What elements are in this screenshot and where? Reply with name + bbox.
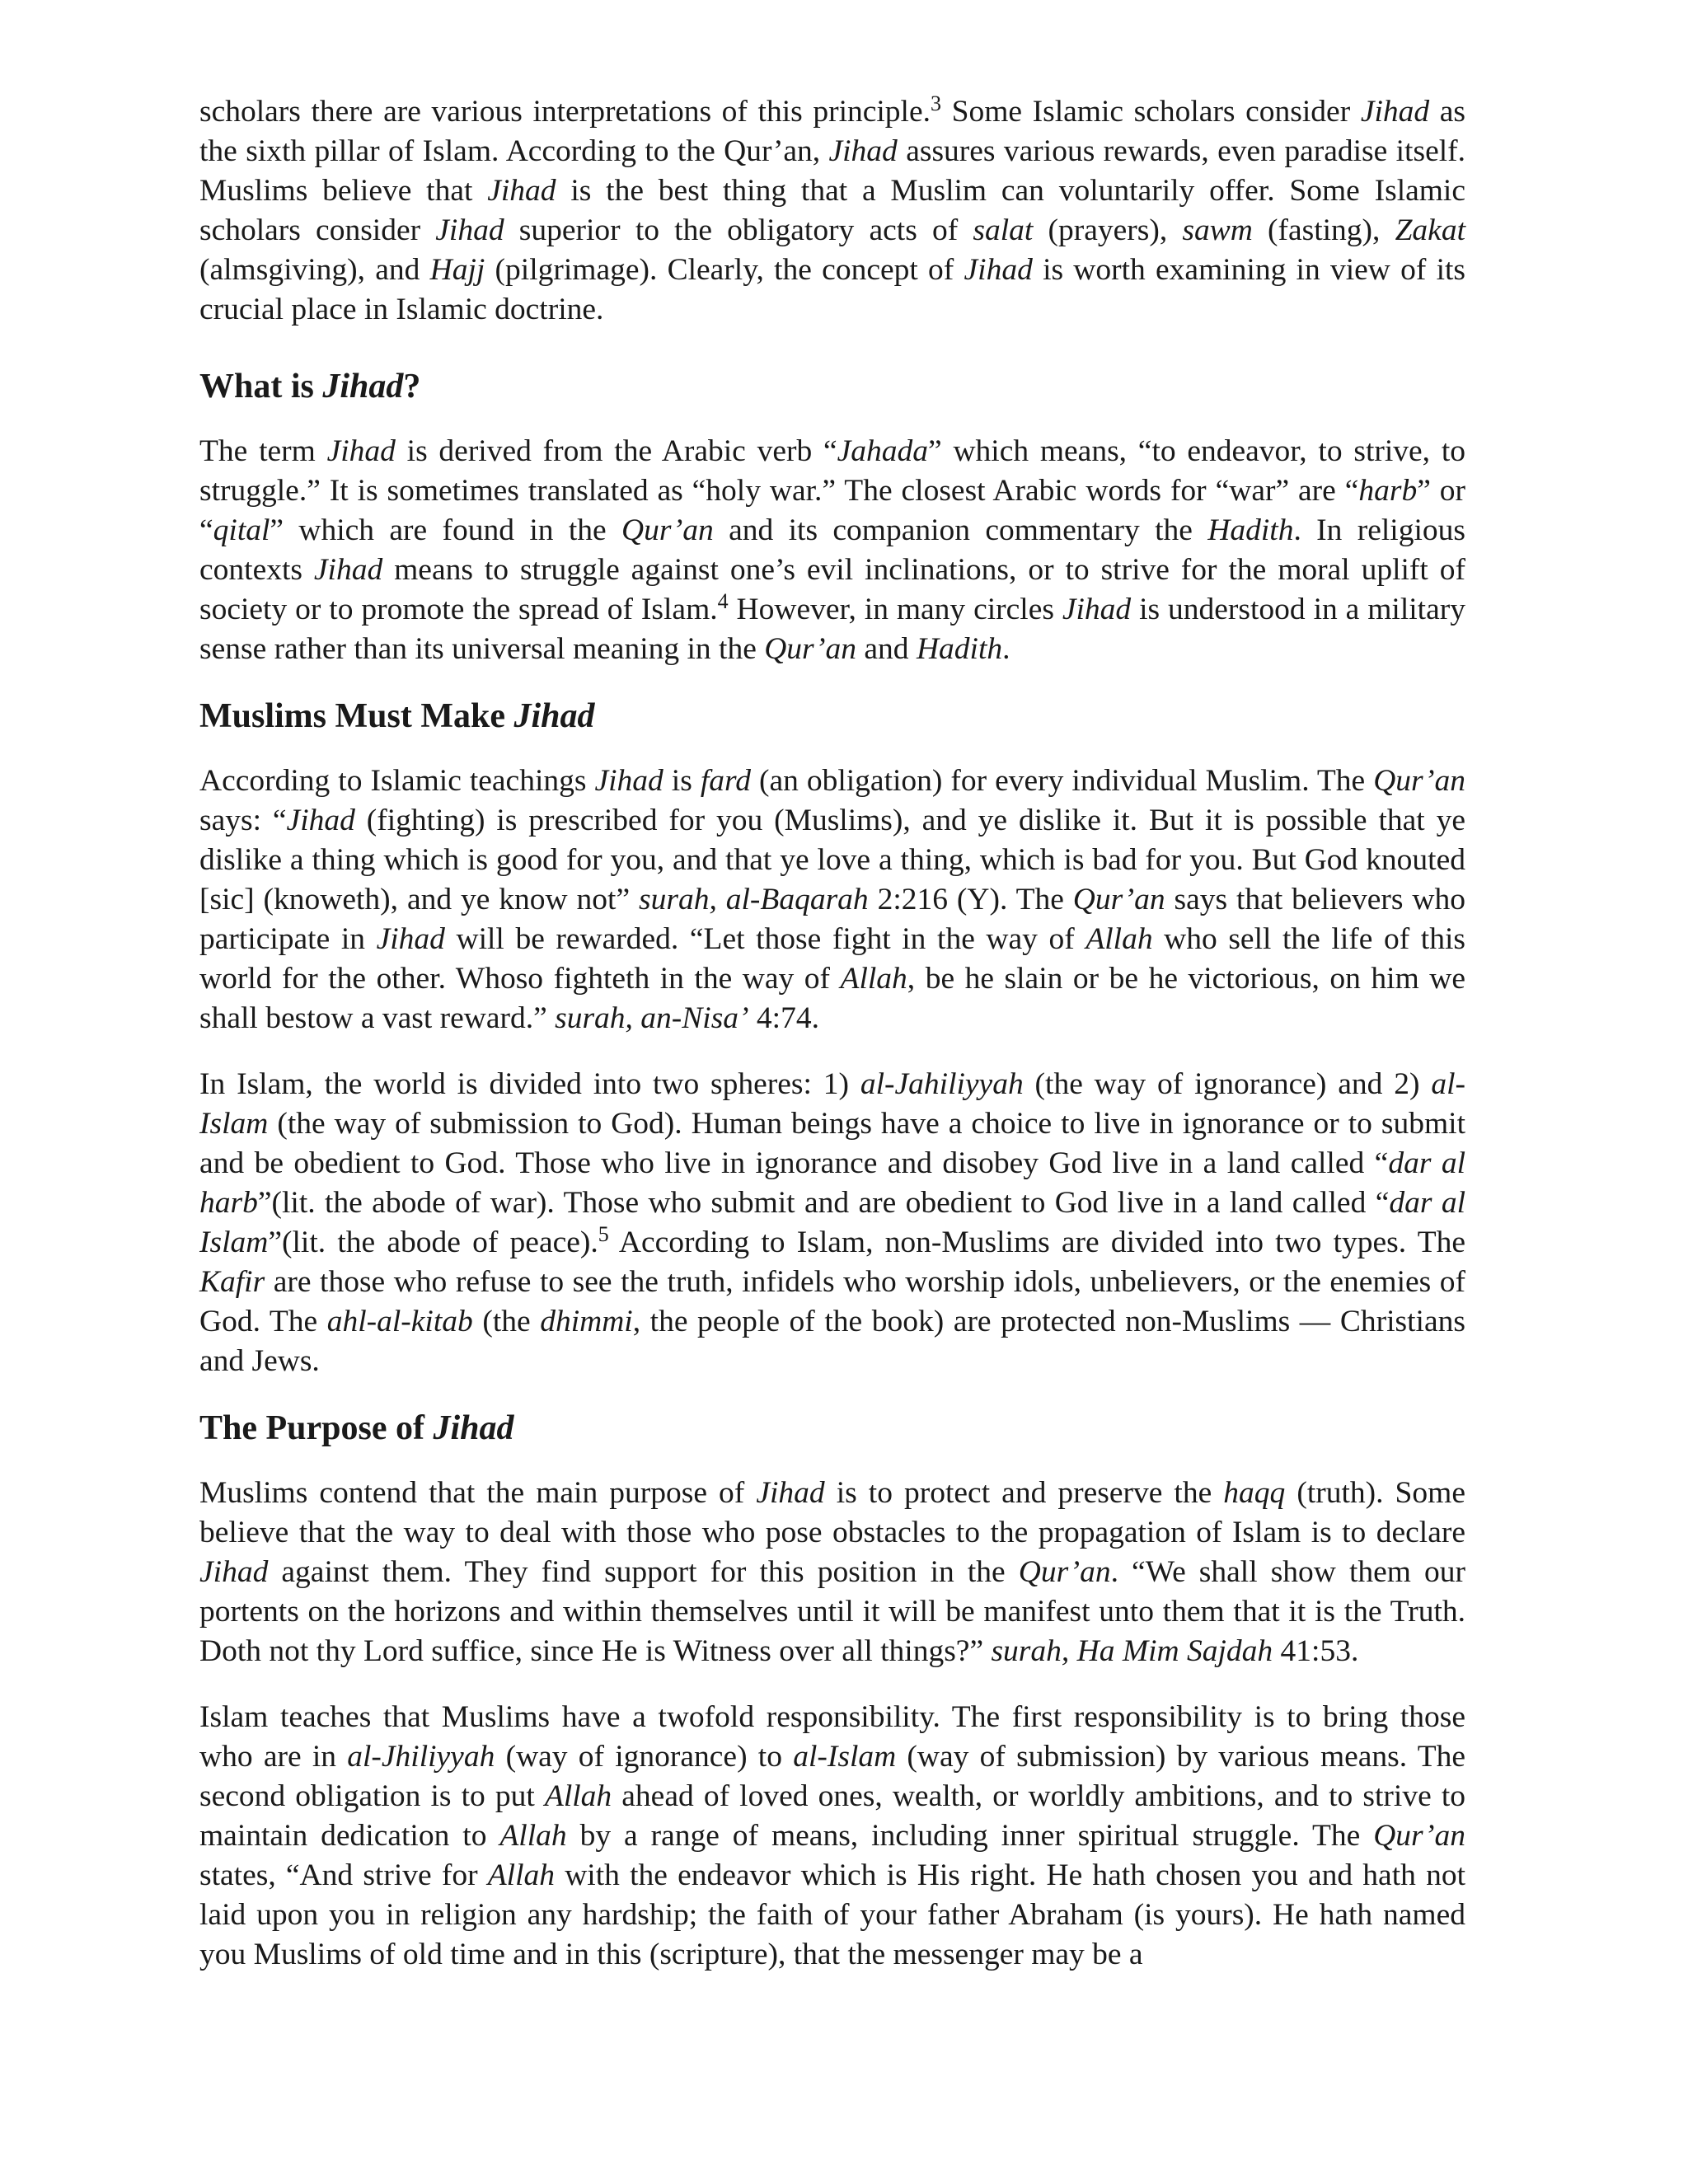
paragraph-obligation [199,762,1465,1038]
text-run: is understood in a military sense rather than its universal meaning in the [199,593,1465,666]
paragraph-twofold-responsibility [199,1698,1465,1975]
italic-text: Jihad [594,764,663,798]
text-run: According to Islamic teachings [199,764,595,798]
italic-text: dhimmi [540,1305,633,1338]
text-run: (prayers), [1033,213,1183,247]
text-run: is derived from the Arabic verb “ [395,434,837,468]
text-run: and [856,632,917,666]
text-run: assures various rewards, even paradise itself. Muslims believe that [199,134,1465,208]
text-run: What is [199,368,323,405]
text-run: with the endeavor which is His right. He hath chosen you and hath not laid upon you in religion any hardship; the faith of your father Abraham (is yours). He hath named you Muslims of old time and in this (scripture), that the messenger may be a [199,1858,1465,1971]
text-run: means to struggle against one’s evil inclinations, or to strive for the moral uplift of society or to promote the spread of Islam. [199,553,1465,626]
italic-text: al-Jahiliyyah [860,1067,1024,1101]
italic-text: Jihad [313,553,383,587]
text-run: 41:53. [1273,1634,1359,1668]
italic-text: Jihad [513,697,595,735]
text-run: ? [403,368,421,405]
text-run: as the sixth pillar of Islam. According to the Qur’an, [199,95,1465,168]
text-run: (almsgiving), and [199,253,430,287]
footnote-ref: 4 [717,589,729,613]
italic-text: Jihad [433,1409,514,1447]
text-run: ” or “ [199,474,1466,547]
italic-text: Jihad [1360,95,1430,129]
italic-text: dar al Islam [199,1186,1465,1259]
text-run: , be he slain or be he victorious, on him we shall bestow a vast reward.” [199,962,1465,1035]
text-run: (way of ignorance) to [495,1740,794,1774]
text-run: Islam teaches that Muslims have a twofold responsibility. The first responsibility is to bring those who are in [199,1700,1465,1774]
italic-text: Jihad [1062,593,1132,626]
text-run: The term [199,434,327,468]
text-run: by a range of means, including inner spiritual struggle. The [566,1819,1374,1853]
italic-text: al-Islam [793,1740,897,1774]
italic-text: Qur’an [1018,1555,1111,1589]
paragraph-two-spheres [199,1065,1465,1381]
italic-text: Qur’an [1072,883,1165,916]
italic-text: Hadith [916,632,1003,666]
italic-text: salat [973,213,1034,247]
text-run: who sell the life of this world for the other. Whoso fighteth in the way of [199,922,1465,996]
heading-what-is-jihad [199,366,1465,407]
italic-text: al-Islam [199,1067,1465,1141]
heading-purpose-of-jihad [199,1408,1465,1449]
paragraph-definition [199,432,1465,669]
italic-text: Jihad [376,922,445,956]
text-run: and its companion commentary the [713,513,1208,547]
italic-text: Allah [840,962,907,996]
text-run: against them. They find support for this position in the [268,1555,1019,1589]
text-run: scholars there are various interpretations of this principle. [199,95,931,129]
italic-text: Jihad [435,213,504,247]
italic-text: Jihad [326,434,396,468]
italic-text: surah, al-Baqarah [639,883,869,916]
italic-text: surah, Ha Mim Sajdah [991,1634,1273,1668]
text-run: Muslims contend that the main purpose of [199,1476,757,1510]
text-run: is to protect and preserve the [824,1476,1224,1510]
text-run: 4:74. [748,1001,819,1035]
italic-text: Jihad [964,253,1033,287]
text-run: is [663,764,701,798]
text-run: (the way of submission to God). Human beings have a choice to live in ignorance or to submit and be obedient to God. Those who live in ignorance and disobey God live in a land called “ [199,1107,1465,1180]
italic-text: Jihad [199,1555,269,1589]
text-run: ” which are found in the [270,513,621,547]
text-run: ”(lit. the abode of peace). [268,1226,598,1259]
text-run: In Islam, the world is divided into two spheres: 1) [199,1067,860,1101]
italic-text: Jihad [322,368,404,405]
italic-text: Qur’an [1373,1819,1466,1853]
italic-text: Allah [499,1819,567,1853]
text-run: . In religious contexts [199,513,1465,587]
text-run: (truth). Some believe that the way to deal with those who pose obstacles to the propagation of Islam is to declare [199,1476,1465,1549]
paragraph-purpose [199,1474,1465,1671]
italic-text: ahl-al-kitab [326,1305,473,1338]
text-run: (an obligation) for every individual Muslim. The [750,764,1374,798]
text-run: (fighting) is prescribed for you (Muslims), and ye dislike it. But it is possible that ye dislike a thing which is good for you, and that ye love a thing, which is bad for you. But God knouted [sic] (knoweth), and ye know not” [199,804,1465,916]
text-run: says that believers who participate in [199,883,1466,956]
text-run: The Purpose of [199,1409,434,1447]
text-run: states, “And strive for [199,1858,488,1892]
footnote-ref: 5 [598,1222,609,1246]
text-run: will be rewarded. “Let those fight in the way of [444,922,1086,956]
text-run: . [1002,632,1010,666]
text-run: ahead of loved ones, wealth, or worldly ambitions, and to strive to maintain dedication to [199,1779,1465,1853]
italic-text: Allah [1085,922,1153,956]
text-run: , the people of the book) are protected non-Muslims — Christians and Jews. [199,1305,1465,1378]
italic-text: fard [700,764,751,798]
italic-text: Jahada [837,434,929,468]
text-run: superior to the obligatory acts of [504,213,973,247]
italic-text: Qur’an [764,632,857,666]
italic-text: Hajj [429,253,485,287]
text-run: Some Islamic scholars consider [941,95,1361,129]
italic-text: Zakat [1395,213,1465,247]
text-run: . “We shall show them our portents on the horizons and within themselves until it will be manifest unto them that it is the Truth. Doth not thy Lord suffice, since He is Witness over all things?” [199,1555,1466,1668]
italic-text: Qur’an [1373,764,1466,798]
italic-text: harb [1358,474,1418,508]
footnote-ref: 3 [931,91,941,115]
paragraph-intro [199,92,1465,330]
text-run: 2:216 (Y). The [868,883,1073,916]
italic-text: Jihad [286,804,355,837]
text-run: (fasting), [1252,213,1395,247]
text-run: is worth examining in view of its crucial place in Islamic doctrine. [199,253,1465,326]
text-run: (the [472,1305,541,1338]
text-run: ” which means, “to endeavor, to strive, to struggle.” It is sometimes translated as “holy war.” The closest Arabic words for “war” are “ [199,434,1465,508]
text-run: (way of submission) by various means. The second obligation is to put [199,1740,1465,1813]
text-run: says: “ [199,804,287,837]
italic-text: haqq [1223,1476,1286,1510]
italic-text: dar al harb [199,1146,1465,1220]
italic-text: Qur’an [621,513,714,547]
italic-text: sawm [1182,213,1253,247]
italic-text: Allah [487,1858,556,1892]
italic-text: Kafir [199,1265,265,1299]
text-run: (pilgrimage). Clearly, the concept of [485,253,964,287]
italic-text: al-Jhiliyyah [347,1740,495,1774]
text-run: Muslims Must Make [199,697,514,735]
document-page [199,92,1465,2001]
italic-text: Allah [544,1779,612,1813]
italic-text: Jihad [828,134,898,168]
heading-muslims-must-make-jihad [199,696,1465,737]
text-run: is the best thing that a Muslim can voluntarily offer. Some Islamic scholars consider [199,174,1465,247]
text-run: According to Islam, non-Muslims are divided into two types. The [608,1226,1465,1259]
italic-text: Jihad [756,1476,825,1510]
italic-text: Jihad [487,174,556,208]
italic-text: surah, an-Nisa’ [555,1001,749,1035]
italic-text: qital [213,513,270,547]
italic-text: Hadith [1207,513,1294,547]
text-run: are those who refuse to see the truth, infidels who worship idols, unbelievers, or the enemies of God. The [199,1265,1465,1338]
text-run: (the way of ignorance) and 2) [1023,1067,1432,1101]
text-run: However, in many circles [728,593,1062,626]
text-run: ”(lit. the abode of war). Those who submit and are obedient to God live in a land called “ [257,1186,1390,1220]
